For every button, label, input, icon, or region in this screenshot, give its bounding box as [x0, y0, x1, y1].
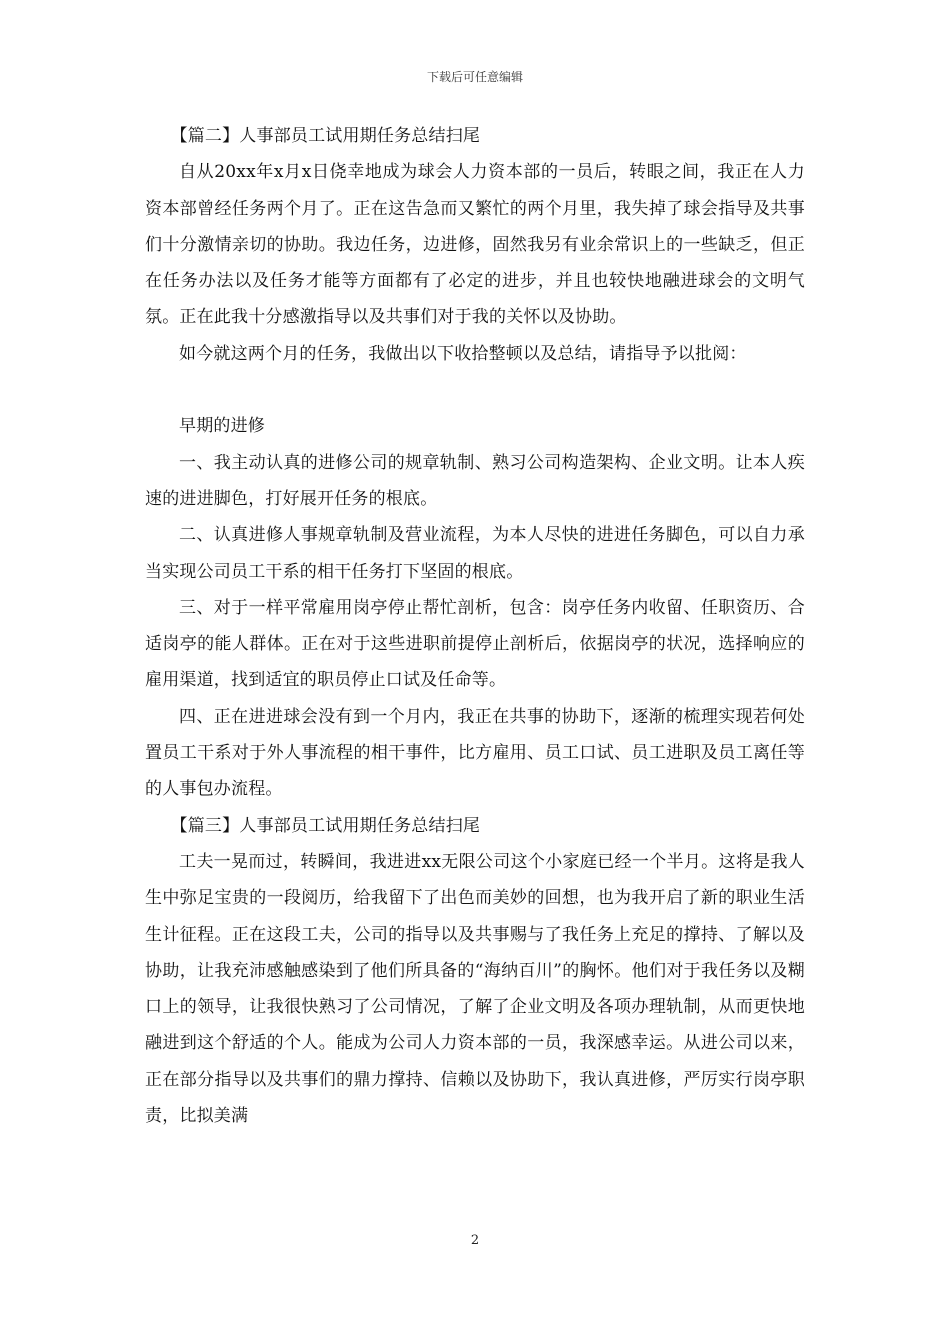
paragraph: 工夫一晃而过，转瞬间，我进进xx无限公司这个小家庭已经一个半月。这将是我人生中弥足宝贵的一段阅历，给我留下了出色而美妙的回想，也为我开启了新的职业生活生计征程。正在这段工夫，公司的指导以及共事赐与了我任务上充足的撑持、了解以及协助，让我充沛感触感染到了他们所具备的“海纳百川”的胸怀。他们对于我任务以及糊口上的领导，让我很快熟习了公司情况，了解了企业文明及各项办理轨制，从而更快地融进到这个舒适的个人。能成为公司人力资本部的一员，我深感幸运。从进公司以来，正在部分指导以及共事们的鼎力撑持、信赖以及协助下，我认真进修，严厉实行岗亭职责，比拟美满	[145, 851, 805, 1127]
document-body	[145, 118, 805, 1134]
blank-line	[145, 372, 805, 408]
list-item-two: 二、认真进修人事规章轨制及营业流程，为本人尽快的进进任务脚色，可以自力承当实现公司员工干系的相干任务打下坚固的根底。	[145, 525, 805, 582]
paragraph: 如今就这两个月的任务，我做出以下收拾整顿以及总结，请指导予以批阅：	[179, 343, 747, 364]
subheading-early-learning: 早期的进修	[179, 416, 265, 437]
list-item-three: 三、对于一样平常雇用岗亭停止帮忙剖析，包含：岗亭任务内收留、任职资历、合适岗亭的能人群体。正在对于这些进职前提停止剖析后，依据岗亭的状况，选择响应的雇用渠道，找到适宜的职员停止口试及任命等。	[145, 597, 805, 691]
page-header: 下载后可任意编辑	[426, 70, 523, 84]
section-heading-part-two: 【篇二】人事部员工试用期任务总结扫尾	[170, 126, 481, 146]
paragraph: 自从20xx年x月x日侥幸地成为球会人力资本部的一员后，转眼之间，我正在人力资本部曾经任务两个月了。正在这告急而又繁忙的两个月里，我失掉了球会指导及共事们十分激情亲切的协助。我边任务，边进修，固然我另有业余常识上的一些缺乏，但正在任务办法以及任务才能等方面都有了必定的进步，并且也较快地融进球会的文明气氛。正在此我十分感激指导以及共事们对于我的关怀以及协助。	[145, 162, 805, 328]
list-item-one: 一、我主动认真的进修公司的规章轨制、熟习公司构造架构、企业文明。让本人疾速的进进脚色，打好展开任务的根底。	[145, 452, 805, 509]
list-item-four: 四、正在进进球会没有到一个月内，我正在共事的协助下，逐渐的梳理实现若何处置员工干系对于外人事流程的相干事件，比方雇用、员工口试、员工进职及员工离任等的人事包办流程。	[145, 706, 805, 800]
section-heading-part-three: 【篇三】人事部员工试用期任务总结扫尾	[170, 815, 481, 836]
page-number: 2	[470, 1233, 480, 1248]
